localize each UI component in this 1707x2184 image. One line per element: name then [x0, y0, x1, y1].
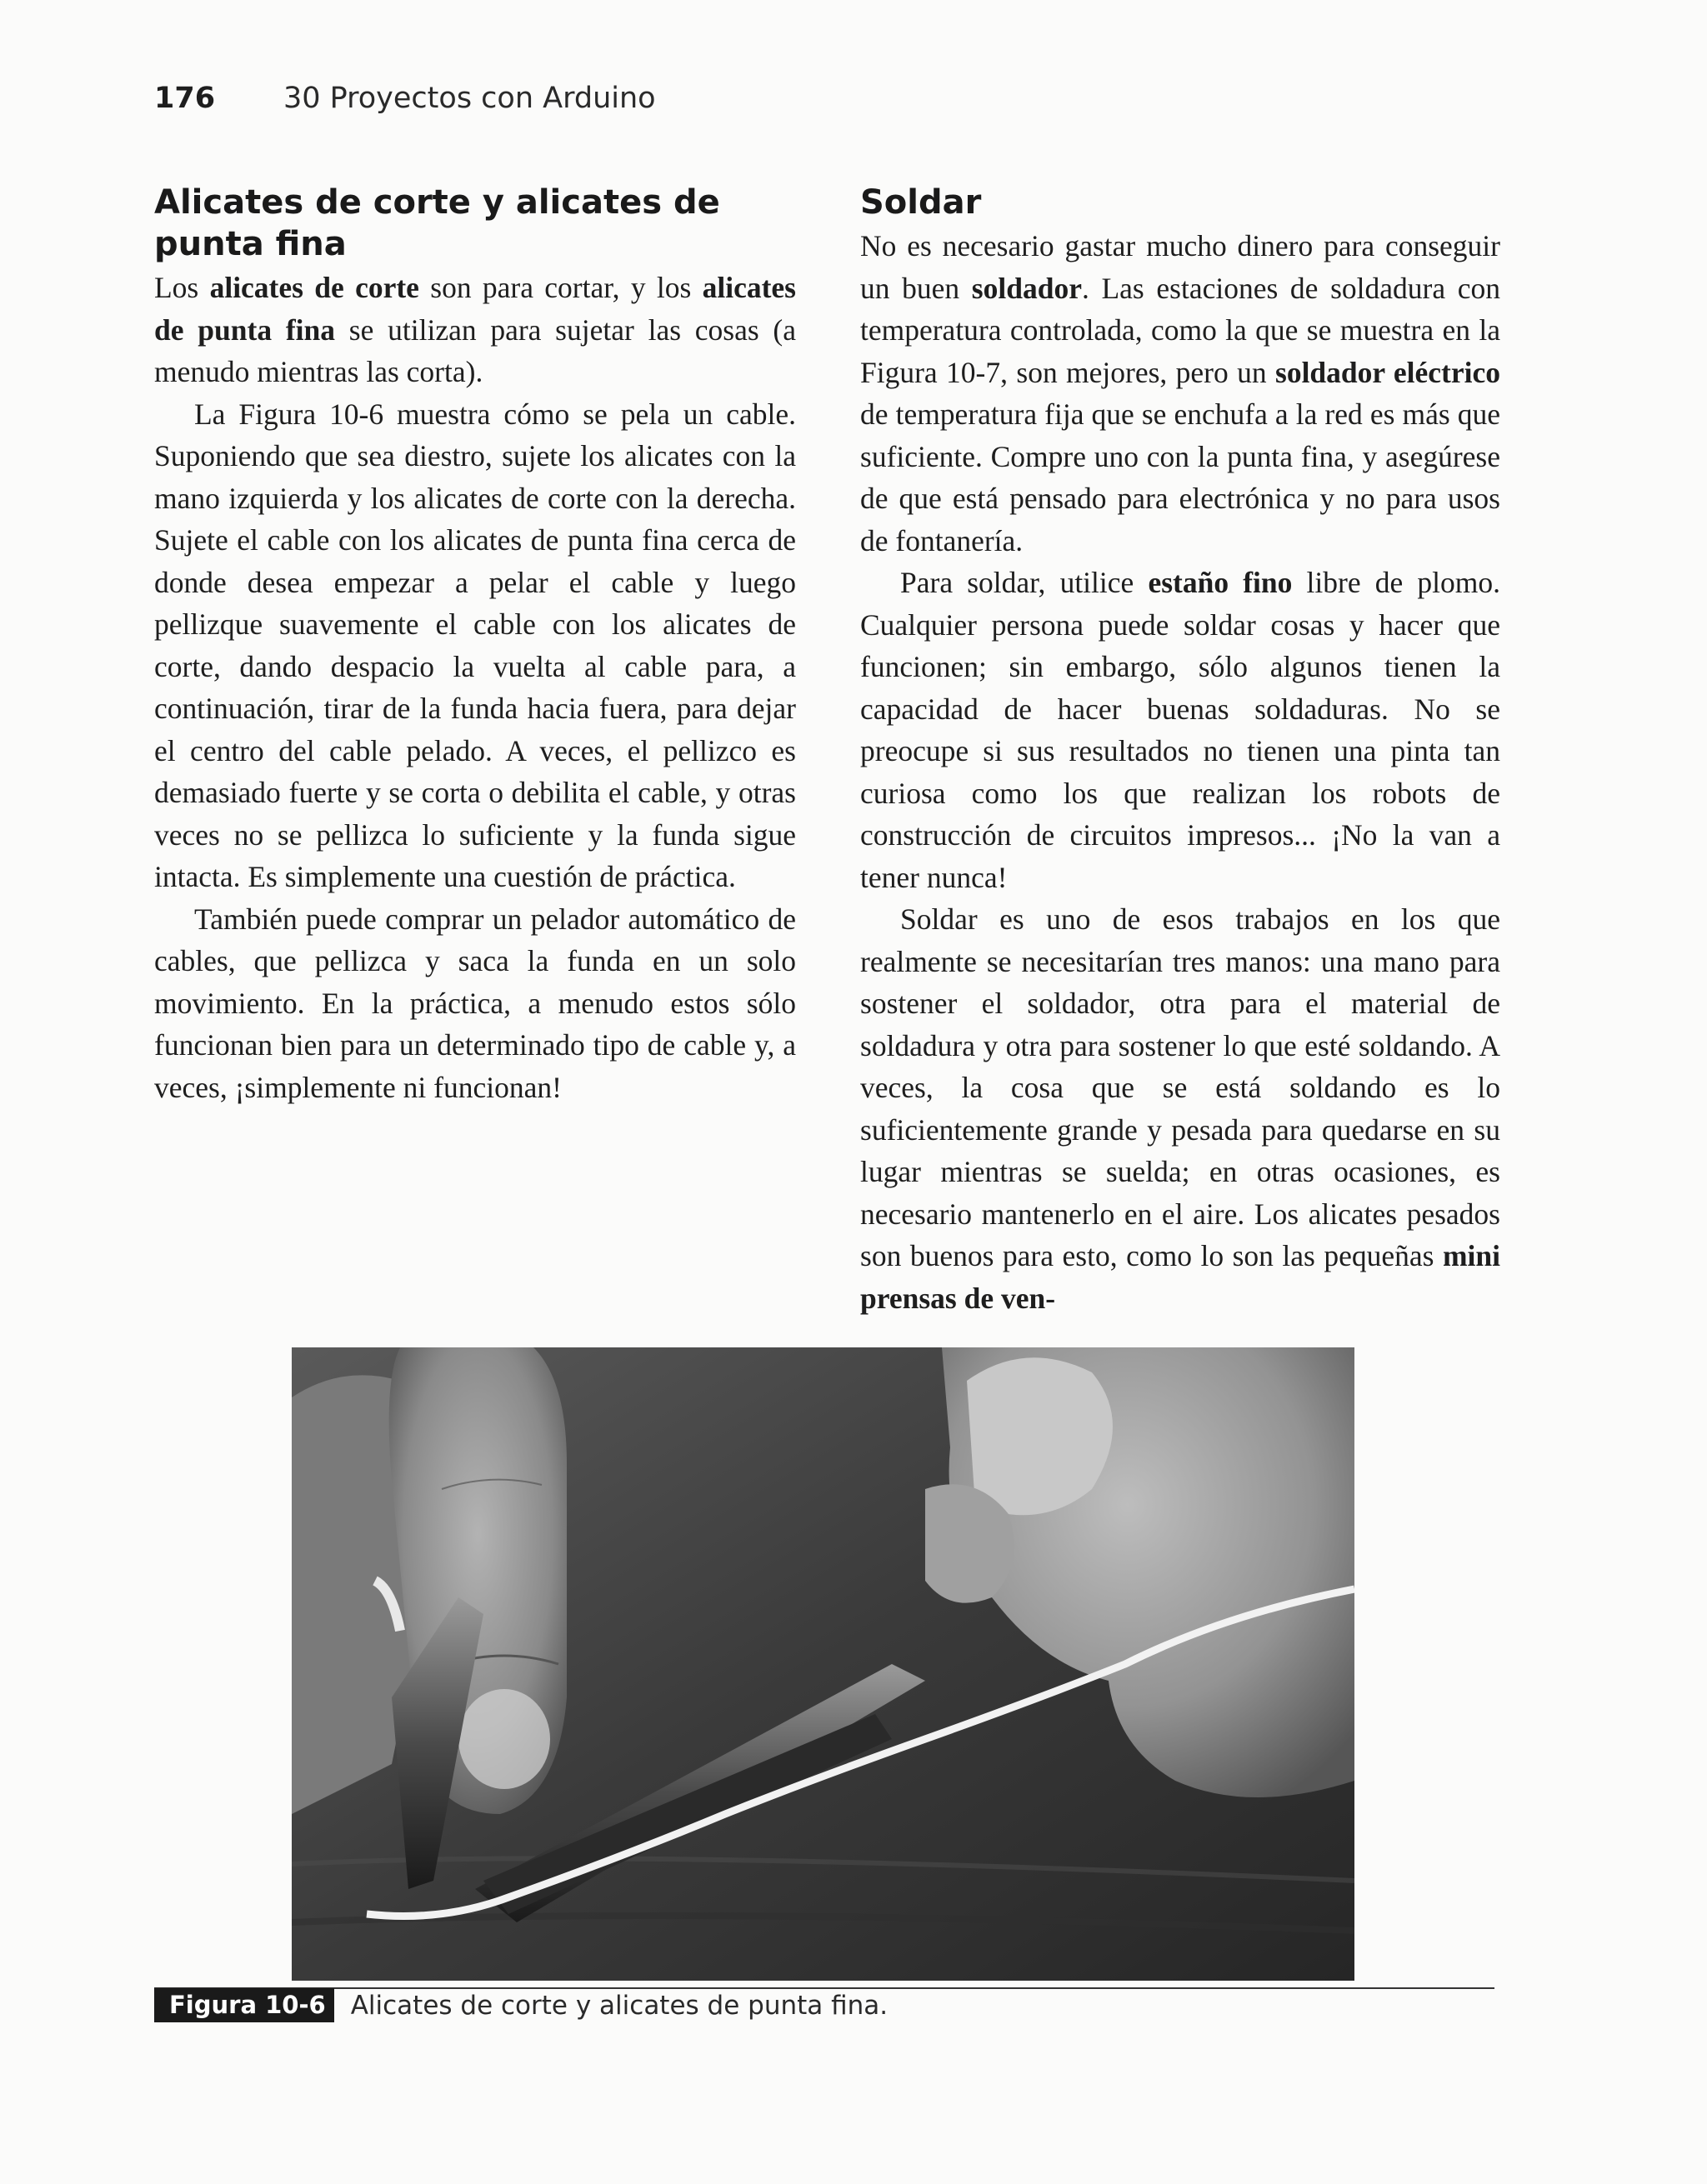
figure-caption-text: Alicates de corte y alicates de punta fina.: [350, 1990, 889, 2021]
paragraph: No es necesario gastar mucho dinero para conseguir un buen soldador. Las estaciones de soldadura con temperatura controlada, como la que se muestra en la Figura 10-7, son mejores, pero un soldador eléctrico de temperatura fija que se enchufa a la red es más que suficiente. Compre uno con la punta fina, y asegúrese de que está pensado para electrónica y no para usos de fontanería.: [860, 229, 1500, 557]
bold-term: soldador: [971, 271, 1082, 305]
paragraph: La Figura 10-6 muestra cómo se pela un cable. Suponiendo que sea diestro, sujete los alicates con la mano izquierda y los alicates de corte con la derecha. Sujete el cable con los alicates de punta fina cerca de donde desea empezar a pelar el cable y luego pellizque suavemente el cable con los alicates de corte, dando despacio la vuelta al cable para, a continuación, tirar de la funda hacia fuera, para dejar el centro del cable pelado. A veces, el pellizco es demasiado fuerte y se corta o debilita el cable, y otras veces no se pellizca lo suficiente y la funda sigue intacta. Es simplemente una cuestión de práctica.: [154, 397, 796, 893]
page-number: 176: [154, 82, 216, 115]
bold-term: alicates de punta fina: [154, 271, 797, 347]
bold-term: mini prensas de ven-: [860, 1239, 1500, 1315]
bold-term: alicates de corte: [209, 271, 419, 304]
paragraph: Los alicates de corte son para cortar, y los alicates de punta fina se utilizan para sujetar las cosas (a menudo mientras las corta).: [154, 271, 797, 388]
section-heading-soldar: Soldar: [860, 183, 982, 222]
paragraph: Para soldar, utilice estaño fino libre de plomo. Cualquier persona puede soldar cosas y hacer que funcionen; sin embargo, sólo algunos tienen la capacidad de hacer buenas soldaduras. No se preocupe si sus resultados no tienen una pinta tan curiosa como los que realizan los robots de construcción de circuitos impresos... ¡No la van a tener nunca!: [860, 566, 1500, 894]
left-column: [154, 182, 796, 1108]
figure-photo-wire-stripping: [292, 1347, 1354, 1981]
right-column: [860, 182, 1500, 1319]
section-heading-alicates: Alicates de corte y alicates de punta fina: [154, 183, 720, 263]
bold-term: estaño fino: [1148, 566, 1293, 599]
figure-label: Figura 10-6: [154, 1988, 334, 2022]
figure-caption: [154, 1988, 888, 2022]
bold-term: soldador eléctrico: [1275, 355, 1500, 389]
running-header: [154, 82, 656, 115]
photo-hands-pliers-wire: [292, 1347, 1354, 1981]
book-title: 30 Proyectos con Arduino: [283, 82, 656, 115]
paragraph: Soldar es uno de esos trabajos en los que realmente se necesitarían tres manos: una mano para sostener el soldador, otra para el material de soldadura y otra para sostener lo que esté soldando. A veces, la cosa que se está soldando es lo suficientemente grande y pesada para quedarse en su lugar mientras se suelda; en otras ocasiones, es necesario mantenerlo en el aire. Los alicates pesados son buenos para esto, como lo son las pequeñas mini prensas de ven-: [860, 902, 1500, 1315]
paragraph: También puede comprar un pelador automático de cables, que pellizca y saca la funda en un solo movimiento. En la práctica, a menudo estos sólo funcionan bien para un determinado tipo de cable y, a veces, ¡simplemente ni funcionan!: [154, 902, 796, 1104]
